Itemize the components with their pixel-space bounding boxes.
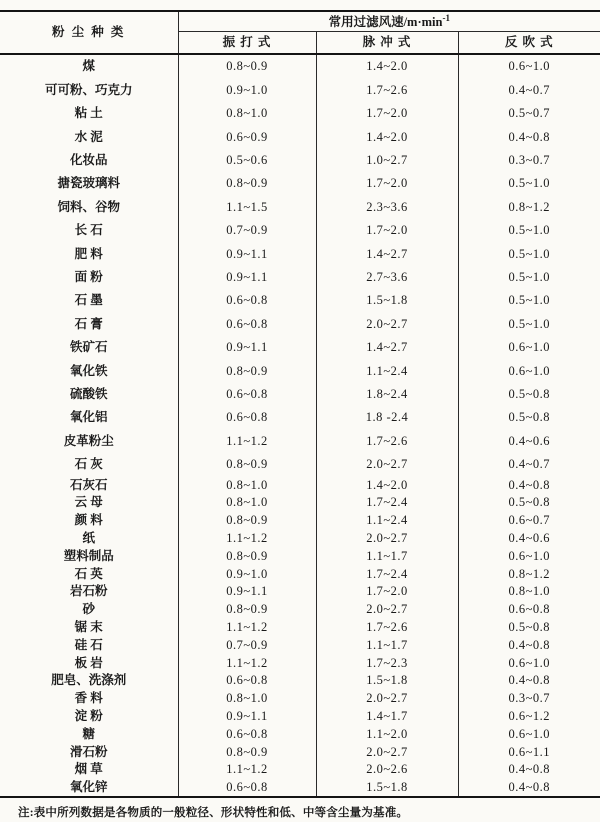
- table-row: [0, 547, 600, 565]
- dust-type-cell: 石 灰: [74, 457, 103, 472]
- speed-value-cell: 0.6~0.8: [178, 779, 316, 798]
- speed-value-cell: 0.6~0.7: [458, 512, 600, 530]
- speed-value-cell: 0.6~1.1: [458, 743, 600, 761]
- speed-value-cell: 2.7~3.6: [316, 266, 458, 289]
- speed-value-cell: 2.0~2.7: [316, 453, 458, 476]
- table-row: [0, 78, 600, 101]
- speed-value-cell: 1.1~2.4: [316, 512, 458, 530]
- dust-type-cell: 氧化锌: [0, 779, 178, 798]
- col-header-pulse-type: 脉 冲 式: [316, 32, 458, 55]
- dust-type-cell: 搪瓷玻璃料: [57, 176, 120, 191]
- table-row: [0, 453, 600, 476]
- dust-type-cell: 滑石粉: [69, 744, 108, 759]
- speed-group-header-text: 常用过滤风速/m·min: [328, 15, 443, 30]
- speed-value-cell: 1.1~1.2: [178, 654, 316, 672]
- speed-value-cell: 0.4~0.8: [458, 761, 600, 779]
- table-row: [0, 707, 600, 725]
- table-row: [0, 494, 600, 512]
- speed-value-cell: 0.6~1.0: [458, 336, 600, 359]
- speed-value-cell: 0.5~1.0: [458, 172, 600, 195]
- speed-value-cell: 0.8~0.9: [178, 453, 316, 476]
- speed-value-cell: 0.3~0.7: [458, 690, 600, 708]
- dust-type-cell: 皮革粉尘: [63, 433, 114, 448]
- dust-type-cell: 板 岩: [74, 655, 103, 670]
- speed-value-cell: 2.0~2.7: [316, 743, 458, 761]
- speed-value-cell: 1.1~2.4: [316, 359, 458, 382]
- speed-value-cell: 1.1~1.2: [178, 429, 316, 452]
- speed-value-cell: 0.5~1.0: [458, 219, 600, 242]
- speed-value-cell: 0.5~0.6: [178, 149, 316, 172]
- speed-value-cell: 0.8~1.0: [178, 102, 316, 125]
- speed-value-cell: 1.8~2.4: [316, 382, 458, 405]
- speed-value-cell: 1.4~2.7: [316, 242, 458, 265]
- speed-value-cell: 2.0~2.7: [316, 529, 458, 547]
- dust-type-cell: 面 粉: [74, 269, 103, 284]
- speed-value-cell: 0.4~0.8: [458, 672, 600, 690]
- table-row: [0, 242, 600, 265]
- table-row: [0, 654, 600, 672]
- speed-value-cell: 0.8~1.0: [178, 476, 316, 494]
- speed-unit-superscript: -1: [442, 13, 450, 24]
- speed-value-cell: 1.7~2.0: [316, 172, 458, 195]
- speed-value-cell: 0.6~1.0: [458, 654, 600, 672]
- dust-type-cell: 塑料制品: [63, 548, 114, 563]
- dust-type-cell: 岩石粉: [69, 584, 108, 599]
- speed-value-cell: 0.9~1.1: [178, 266, 316, 289]
- speed-value-cell: 1.7~2.4: [316, 494, 458, 512]
- dust-type-cell: 煤: [82, 59, 95, 74]
- table-row: [0, 690, 600, 708]
- dust-type-cell: 烟 草: [74, 762, 103, 777]
- speed-value-cell: 0.6~1.0: [458, 54, 600, 78]
- table-row: [0, 743, 600, 761]
- speed-value-cell: 0.8~0.9: [178, 512, 316, 530]
- speed-value-cell: 2.3~3.6: [316, 195, 458, 218]
- dust-type-cell: 氧化铝: [69, 410, 108, 425]
- table-row: [0, 382, 600, 405]
- table-row: [0, 565, 600, 583]
- table-row: [0, 219, 600, 242]
- table-row: [0, 172, 600, 195]
- speed-value-cell: 0.9~1.1: [178, 242, 316, 265]
- table-row: [0, 336, 600, 359]
- col-header-shaking-type: 振 打 式: [178, 32, 316, 55]
- table-row: [0, 672, 600, 690]
- speed-value-cell: 0.4~0.7: [458, 453, 600, 476]
- speed-value-cell: 0.4~0.8: [458, 779, 600, 798]
- speed-value-cell: 1.1~1.2: [178, 618, 316, 636]
- speed-value-cell: 1.1~1.5: [178, 195, 316, 218]
- table-row: [0, 406, 600, 429]
- dust-type-cell: 化妆品: [69, 153, 108, 167]
- dust-type-cell: 肥 料: [74, 246, 103, 261]
- table-row: [0, 429, 600, 452]
- speed-value-cell: 0.5~0.7: [458, 102, 600, 125]
- dust-type-cell: 肥皂、洗涤剂: [51, 673, 127, 688]
- speed-value-cell: 2.0~2.6: [316, 761, 458, 779]
- speed-value-cell: 0.9~1.1: [178, 336, 316, 359]
- speed-value-cell: 0.6~1.0: [458, 547, 600, 565]
- speed-value-cell: 2.0~2.7: [316, 601, 458, 619]
- table-row: [0, 312, 600, 335]
- speed-value-cell: 1.1~1.2: [178, 529, 316, 547]
- speed-value-cell: 0.5~1.0: [458, 242, 600, 265]
- speed-value-cell: 0.6~0.9: [178, 125, 316, 148]
- speed-value-cell: 1.7~2.0: [316, 219, 458, 242]
- speed-value-cell: 1.1~1.7: [316, 636, 458, 654]
- dust-type-cell: 硫酸铁: [69, 386, 108, 401]
- dust-type-cell: 铁矿石: [69, 340, 108, 355]
- speed-value-cell: 1.1~1.2: [178, 761, 316, 779]
- dust-type-cell: 颜 料: [74, 513, 103, 528]
- speed-value-cell: 0.8~0.9: [178, 172, 316, 195]
- filtration-speed-table: [0, 10, 600, 798]
- dust-type-cell: 粘 土: [74, 106, 103, 121]
- speed-value-cell: 1.1~1.7: [316, 547, 458, 565]
- dust-type-cell: 糖: [82, 726, 95, 741]
- speed-value-cell: 0.6~0.8: [178, 672, 316, 690]
- dust-type-cell: 长 石: [74, 223, 103, 238]
- speed-value-cell: 1.5~1.8: [316, 672, 458, 690]
- speed-group-header: [178, 11, 600, 32]
- dust-type-cell: 石 膏: [74, 316, 103, 331]
- speed-value-cell: 1.7~2.6: [316, 618, 458, 636]
- speed-value-cell: 1.7~2.6: [316, 429, 458, 452]
- speed-value-cell: 0.5~0.8: [458, 494, 600, 512]
- speed-value-cell: 1.7~2.4: [316, 565, 458, 583]
- speed-value-cell: 0.8~0.9: [178, 547, 316, 565]
- dust-type-header: 粉 尘 种 类: [0, 11, 178, 54]
- table-row: [0, 636, 600, 654]
- table-row: [0, 125, 600, 148]
- table-row: [0, 476, 600, 494]
- table-row: [0, 529, 600, 547]
- table-row: [0, 149, 600, 172]
- table-row: [0, 779, 600, 798]
- speed-value-cell: 0.6~0.8: [178, 289, 316, 312]
- table-row: [0, 601, 600, 619]
- dust-type-cell: 硅 石: [74, 637, 103, 652]
- speed-value-cell: 1.8 -2.4: [316, 406, 458, 429]
- dust-type-cell: 饲料、谷物: [57, 199, 120, 214]
- speed-value-cell: 0.8~0.9: [178, 54, 316, 78]
- dust-type-cell: 纸: [82, 531, 95, 546]
- speed-value-cell: 0.8~1.2: [458, 565, 600, 583]
- speed-value-cell: 0.6~0.8: [178, 382, 316, 405]
- table-row: [0, 725, 600, 743]
- speed-value-cell: 1.7~2.0: [316, 583, 458, 601]
- speed-value-cell: 0.5~0.8: [458, 618, 600, 636]
- dust-type-cell: 石 墨: [74, 293, 103, 308]
- table-body-upper: [0, 54, 600, 476]
- speed-value-cell: 0.7~0.9: [178, 219, 316, 242]
- speed-value-cell: 0.5~0.8: [458, 382, 600, 405]
- speed-value-cell: 0.5~1.0: [458, 312, 600, 335]
- speed-value-cell: 0.5~0.8: [458, 406, 600, 429]
- speed-value-cell: 1.0~2.7: [316, 149, 458, 172]
- speed-value-cell: 0.6~0.8: [178, 725, 316, 743]
- speed-value-cell: 0.4~0.6: [458, 429, 600, 452]
- table-row: [0, 583, 600, 601]
- speed-value-cell: 0.4~0.8: [458, 125, 600, 148]
- dust-type-cell: 锯 末: [74, 620, 103, 635]
- speed-value-cell: 0.8~0.9: [178, 601, 316, 619]
- table-body-lower: [0, 476, 600, 797]
- speed-value-cell: 1.4~2.0: [316, 54, 458, 78]
- speed-value-cell: 0.4~0.7: [458, 78, 600, 101]
- speed-value-cell: 0.9~1.1: [178, 583, 316, 601]
- dust-type-cell: 淀 粉: [74, 709, 103, 724]
- table-header: [0, 11, 600, 54]
- table-row: [0, 266, 600, 289]
- speed-value-cell: 0.8~1.0: [178, 494, 316, 512]
- dust-type-cell: 石灰石: [69, 477, 108, 492]
- dust-type-cell: 水 泥: [74, 129, 103, 144]
- speed-value-cell: 1.7~2.3: [316, 654, 458, 672]
- col-header-reverse-blow-type: 反 吹 式: [458, 32, 600, 55]
- dust-type-cell: 云 母: [74, 495, 103, 510]
- speed-value-cell: 0.9~1.1: [178, 707, 316, 725]
- table-row: [0, 54, 600, 78]
- speed-value-cell: 0.4~0.6: [458, 529, 600, 547]
- speed-value-cell: 0.6~0.8: [458, 601, 600, 619]
- table-row: [0, 289, 600, 312]
- speed-value-cell: 0.6~1.0: [458, 725, 600, 743]
- speed-value-cell: 0.6~0.8: [178, 312, 316, 335]
- table-row: [0, 512, 600, 530]
- speed-value-cell: 0.8~1.2: [458, 195, 600, 218]
- table-row: [0, 359, 600, 382]
- dust-type-cell: 氧化铁: [69, 363, 108, 378]
- speed-value-cell: 1.7~2.6: [316, 78, 458, 101]
- speed-value-cell: 0.5~1.0: [458, 289, 600, 312]
- speed-value-cell: 0.5~1.0: [458, 266, 600, 289]
- speed-value-cell: 1.4~2.0: [316, 125, 458, 148]
- speed-value-cell: 2.0~2.7: [316, 312, 458, 335]
- speed-value-cell: 0.3~0.7: [458, 149, 600, 172]
- dust-type-cell: 可可粉、巧克力: [44, 82, 133, 97]
- speed-value-cell: 0.8~0.9: [178, 743, 316, 761]
- speed-value-cell: 2.0~2.7: [316, 690, 458, 708]
- speed-value-cell: 0.6~1.0: [458, 359, 600, 382]
- table-row: [0, 761, 600, 779]
- dust-type-cell: 石 英: [74, 566, 103, 581]
- speed-value-cell: 1.5~1.8: [316, 289, 458, 312]
- table-row: [0, 195, 600, 218]
- dust-type-cell: 砂: [82, 602, 95, 617]
- speed-value-cell: 1.1~2.0: [316, 725, 458, 743]
- speed-value-cell: 1.4~2.0: [316, 476, 458, 494]
- dust-type-cell: 香 料: [74, 691, 103, 706]
- table-row: [0, 102, 600, 125]
- speed-value-cell: 0.4~0.8: [458, 636, 600, 654]
- speed-value-cell: 0.9~1.0: [178, 78, 316, 101]
- speed-value-cell: 0.8~1.0: [458, 583, 600, 601]
- speed-value-cell: 0.4~0.8: [458, 476, 600, 494]
- speed-value-cell: 1.4~1.7: [316, 707, 458, 725]
- speed-value-cell: 1.7~2.0: [316, 102, 458, 125]
- table-note: 注:表中所列数据是各物质的一般粒径、形状特性和低、中等含尘量为基准。: [18, 807, 409, 820]
- speed-value-cell: 0.9~1.0: [178, 565, 316, 583]
- speed-value-cell: 0.6~1.2: [458, 707, 600, 725]
- table-row: [0, 618, 600, 636]
- speed-value-cell: 0.6~0.8: [178, 406, 316, 429]
- speed-value-cell: 0.8~1.0: [178, 690, 316, 708]
- speed-value-cell: 1.5~1.8: [316, 779, 458, 798]
- speed-value-cell: 1.4~2.7: [316, 336, 458, 359]
- speed-value-cell: 0.8~0.9: [178, 359, 316, 382]
- speed-value-cell: 0.7~0.9: [178, 636, 316, 654]
